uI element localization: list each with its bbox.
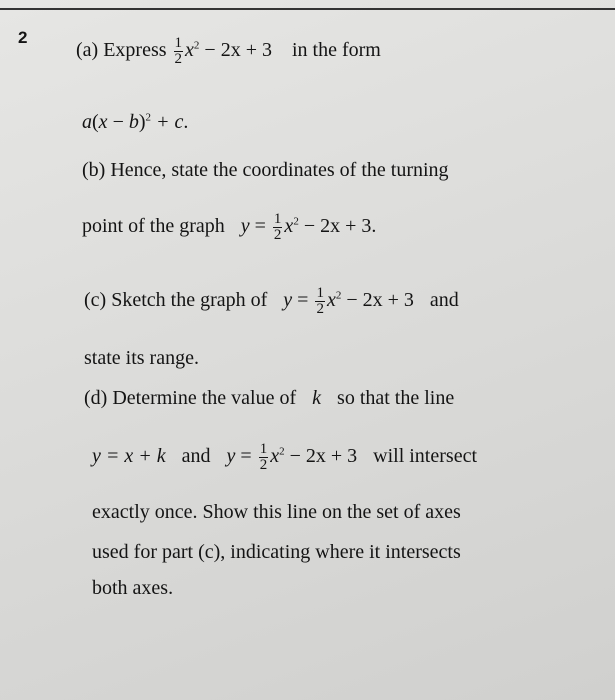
part-d-line-5 [92,578,173,598]
part-c-prefix: (c) Sketch the graph of [84,289,268,312]
fraction-half [315,286,325,317]
question-number: 2 [18,28,28,47]
period: . [371,215,377,238]
line-equation: y = x + k [92,445,166,468]
exponent: 2 [279,445,285,458]
fraction-half [259,442,269,473]
variable-x: x [185,39,194,62]
fraction-denominator: 2 [316,301,324,317]
minus-sign: − [107,111,129,133]
part-d-text-4: used for part (c), indicating where it intersects [92,541,461,563]
fraction-numerator: 1 [273,211,282,227]
close-paren: ) [138,111,146,133]
variable-k: k [312,387,322,409]
open-paren: ( [92,111,99,133]
part-b-line-2 [82,212,376,243]
part-d-text-5: both axes. [92,577,174,599]
variable-y: y [226,445,236,468]
exponent: 2 [293,215,299,228]
and-word: and [181,445,211,468]
part-c-suffix: and [429,289,459,312]
part-c-text: state its range. [84,347,199,369]
fraction-denominator: 2 [174,51,183,67]
exponent: 2 [145,111,152,124]
fraction-denominator: 2 [273,227,282,243]
part-d-line-1 [84,388,454,408]
variable-x: x [98,111,108,133]
part-a-prefix: (a) Express [76,39,167,62]
coefficient-a: a [82,111,92,133]
variable-x: x [326,289,336,312]
equals-sign: = [240,445,252,468]
part-a-line-1 [76,36,381,67]
equals-sign: = [297,289,309,312]
part-b-line-1 [82,160,449,180]
fraction-half [273,212,283,243]
part-b-prefix: point of the graph [82,215,225,238]
part-c-line-1 [84,286,459,317]
fraction-numerator: 1 [174,35,183,51]
part-d-line-4 [92,542,461,562]
fraction-half [174,36,184,67]
top-border-line [0,8,615,10]
exponent: 2 [193,39,200,52]
expression-rest: − 2x + 3 [303,215,372,238]
part-d-text-3: exactly once. Show this line on the set of axes [92,501,461,523]
expression-rest: − 2x + 3 [289,445,358,468]
part-d-suffix: so that the line [337,387,455,409]
fraction-numerator: 1 [316,285,324,301]
expression-rest: − 2x + 3 [204,39,272,62]
variable-x: x [284,215,294,238]
fraction-denominator: 2 [259,457,268,473]
part-a-line-2 [82,112,188,132]
part-d-prefix: (d) Determine the value of [84,387,297,409]
plus-c: + c [151,111,184,133]
fraction-numerator: 1 [259,441,268,457]
equals-sign: = [254,215,266,238]
expression-rest: − 2x + 3 [346,289,414,312]
part-c-line-2 [84,348,199,368]
variable-y: y [283,289,293,312]
exponent: 2 [335,289,342,302]
part-b-text: (b) Hence, state the coordinates of the turning [82,159,449,181]
part-d-line-3 [92,502,461,522]
variable-x: x [270,445,280,468]
part-d-line-2-suffix: will intersect [373,445,477,468]
part-d-line-2 [92,442,477,473]
period: . [183,111,189,133]
part-a-suffix: in the form [291,39,381,62]
variable-y: y [240,215,250,238]
variable-b: b [128,111,139,133]
